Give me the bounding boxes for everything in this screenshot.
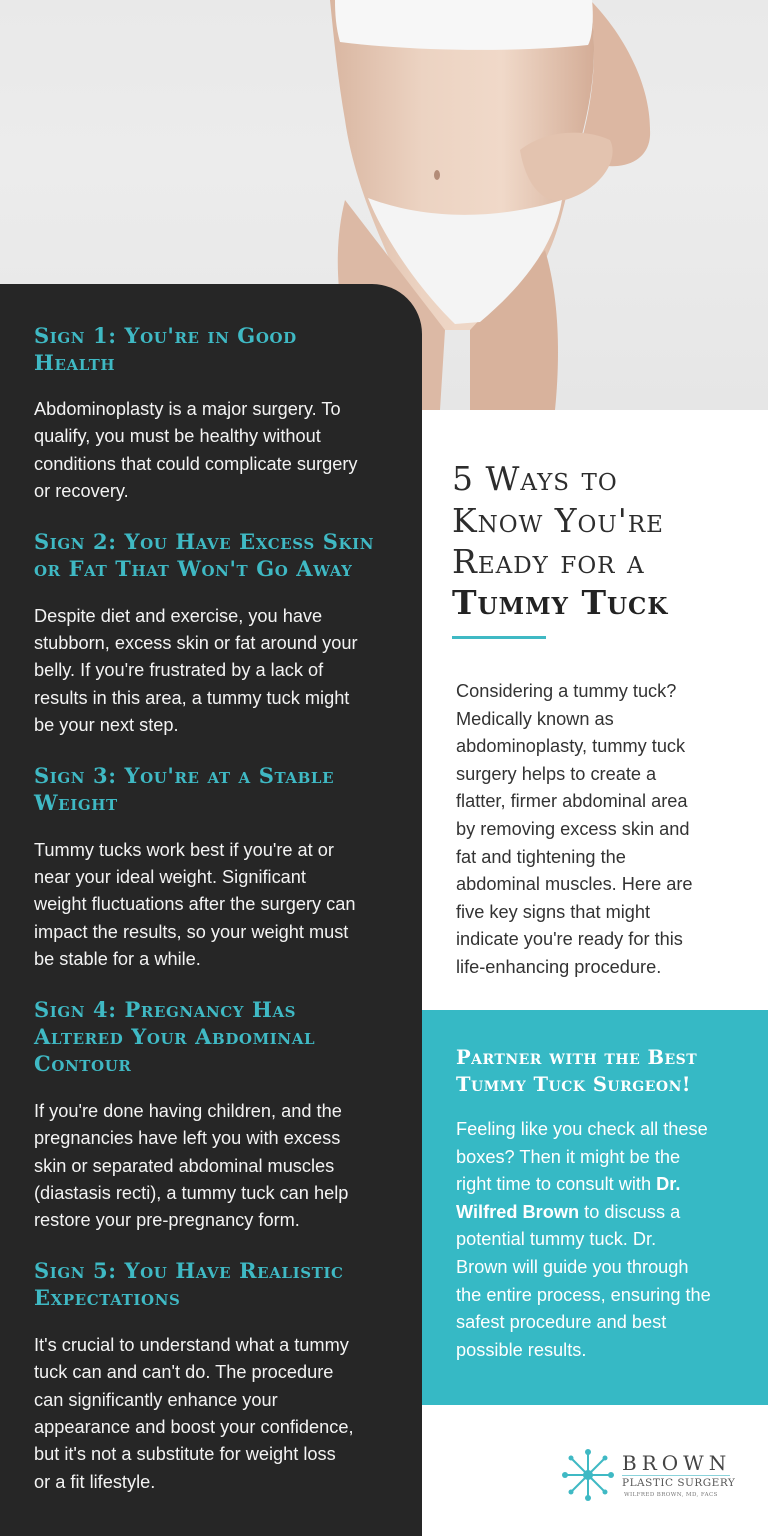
sign-5-heading: Sign 5: You Have Realistic Expectations <box>34 1257 344 1310</box>
title-divider <box>452 636 546 639</box>
snowflake-mandala-icon <box>560 1447 616 1503</box>
sign-5 <box>34 1257 392 1496</box>
sign-3-heading: Sign 3: You're at a Stable Weight <box>34 762 335 815</box>
sign-5-text: It's crucial to understand what a tummy tuck can and can't do. The procedure can significantly enhance your appearance and boost your confidence, but it's not a substitute for weight loss or a fit lifestyle. <box>34 1334 354 1492</box>
cta-text: Feeling like you check all these boxes? Then it might be the right time to consult with Dr. Wilfred Brown to discuss a potential tummy tuck. Dr. Brown will guide you through the entire process, ensuring the safest procedure and best possible results. <box>456 1119 711 1360</box>
cta-panel <box>422 1010 768 1405</box>
sign-1 <box>34 322 392 506</box>
sign-2-heading: Sign 2: You Have Excess Skin or Fat That Won't Go Away <box>34 528 375 581</box>
signs-panel <box>0 284 422 1536</box>
brand-logo: BROWN PLASTIC SURGERY WILFRED BROWN, MD, FACS <box>560 1445 750 1505</box>
logo-divider <box>622 1475 730 1476</box>
sign-2-text: Despite diet and exercise, you have stubborn, excess skin or fat around your belly. If you're frustrated by a lack of results in this area, a tummy tuck might be your next step. <box>34 605 358 736</box>
sign-3 <box>34 762 392 974</box>
sign-4-heading: Sign 4: Pregnancy Has Altered Your Abdominal Contour <box>34 996 316 1076</box>
sign-4-text: If you're done having children, and the pregnancies have left you with excess skin or separated abdominal muscles (diastasis recti), a tummy tuck can help restore your pre-pregnancy form. <box>34 1100 349 1231</box>
sign-4 <box>34 996 392 1235</box>
sign-1-text: Abdominoplasty is a major surgery. To qualify, you must be healthy without conditions that could complicate surgery or recovery. <box>34 399 358 502</box>
cta-heading: Partner with the Best Tummy Tuck Surgeon! <box>456 1046 698 1096</box>
page-title: 5 Ways to Know You're Ready for a Tummy Tuck <box>452 459 669 622</box>
sign-3-text: Tummy tucks work best if you're at or near your ideal weight. Significant weight fluctuations after the surgery can impact the results, so your weight must be stable for a while. <box>34 839 356 970</box>
sign-1-heading: Sign 1: You're in Good Health <box>34 323 297 375</box>
sign-2 <box>34 528 392 740</box>
intro-text: Considering a tummy tuck? Medically known as abdominoplasty, tummy tuck surgery helps to create a flatter, firmer abdominal area by removing excess skin and fat and tightening the abdominal muscles. Here are five key signs that might indicate you're ready for this life-enhancing procedure. <box>456 681 693 977</box>
